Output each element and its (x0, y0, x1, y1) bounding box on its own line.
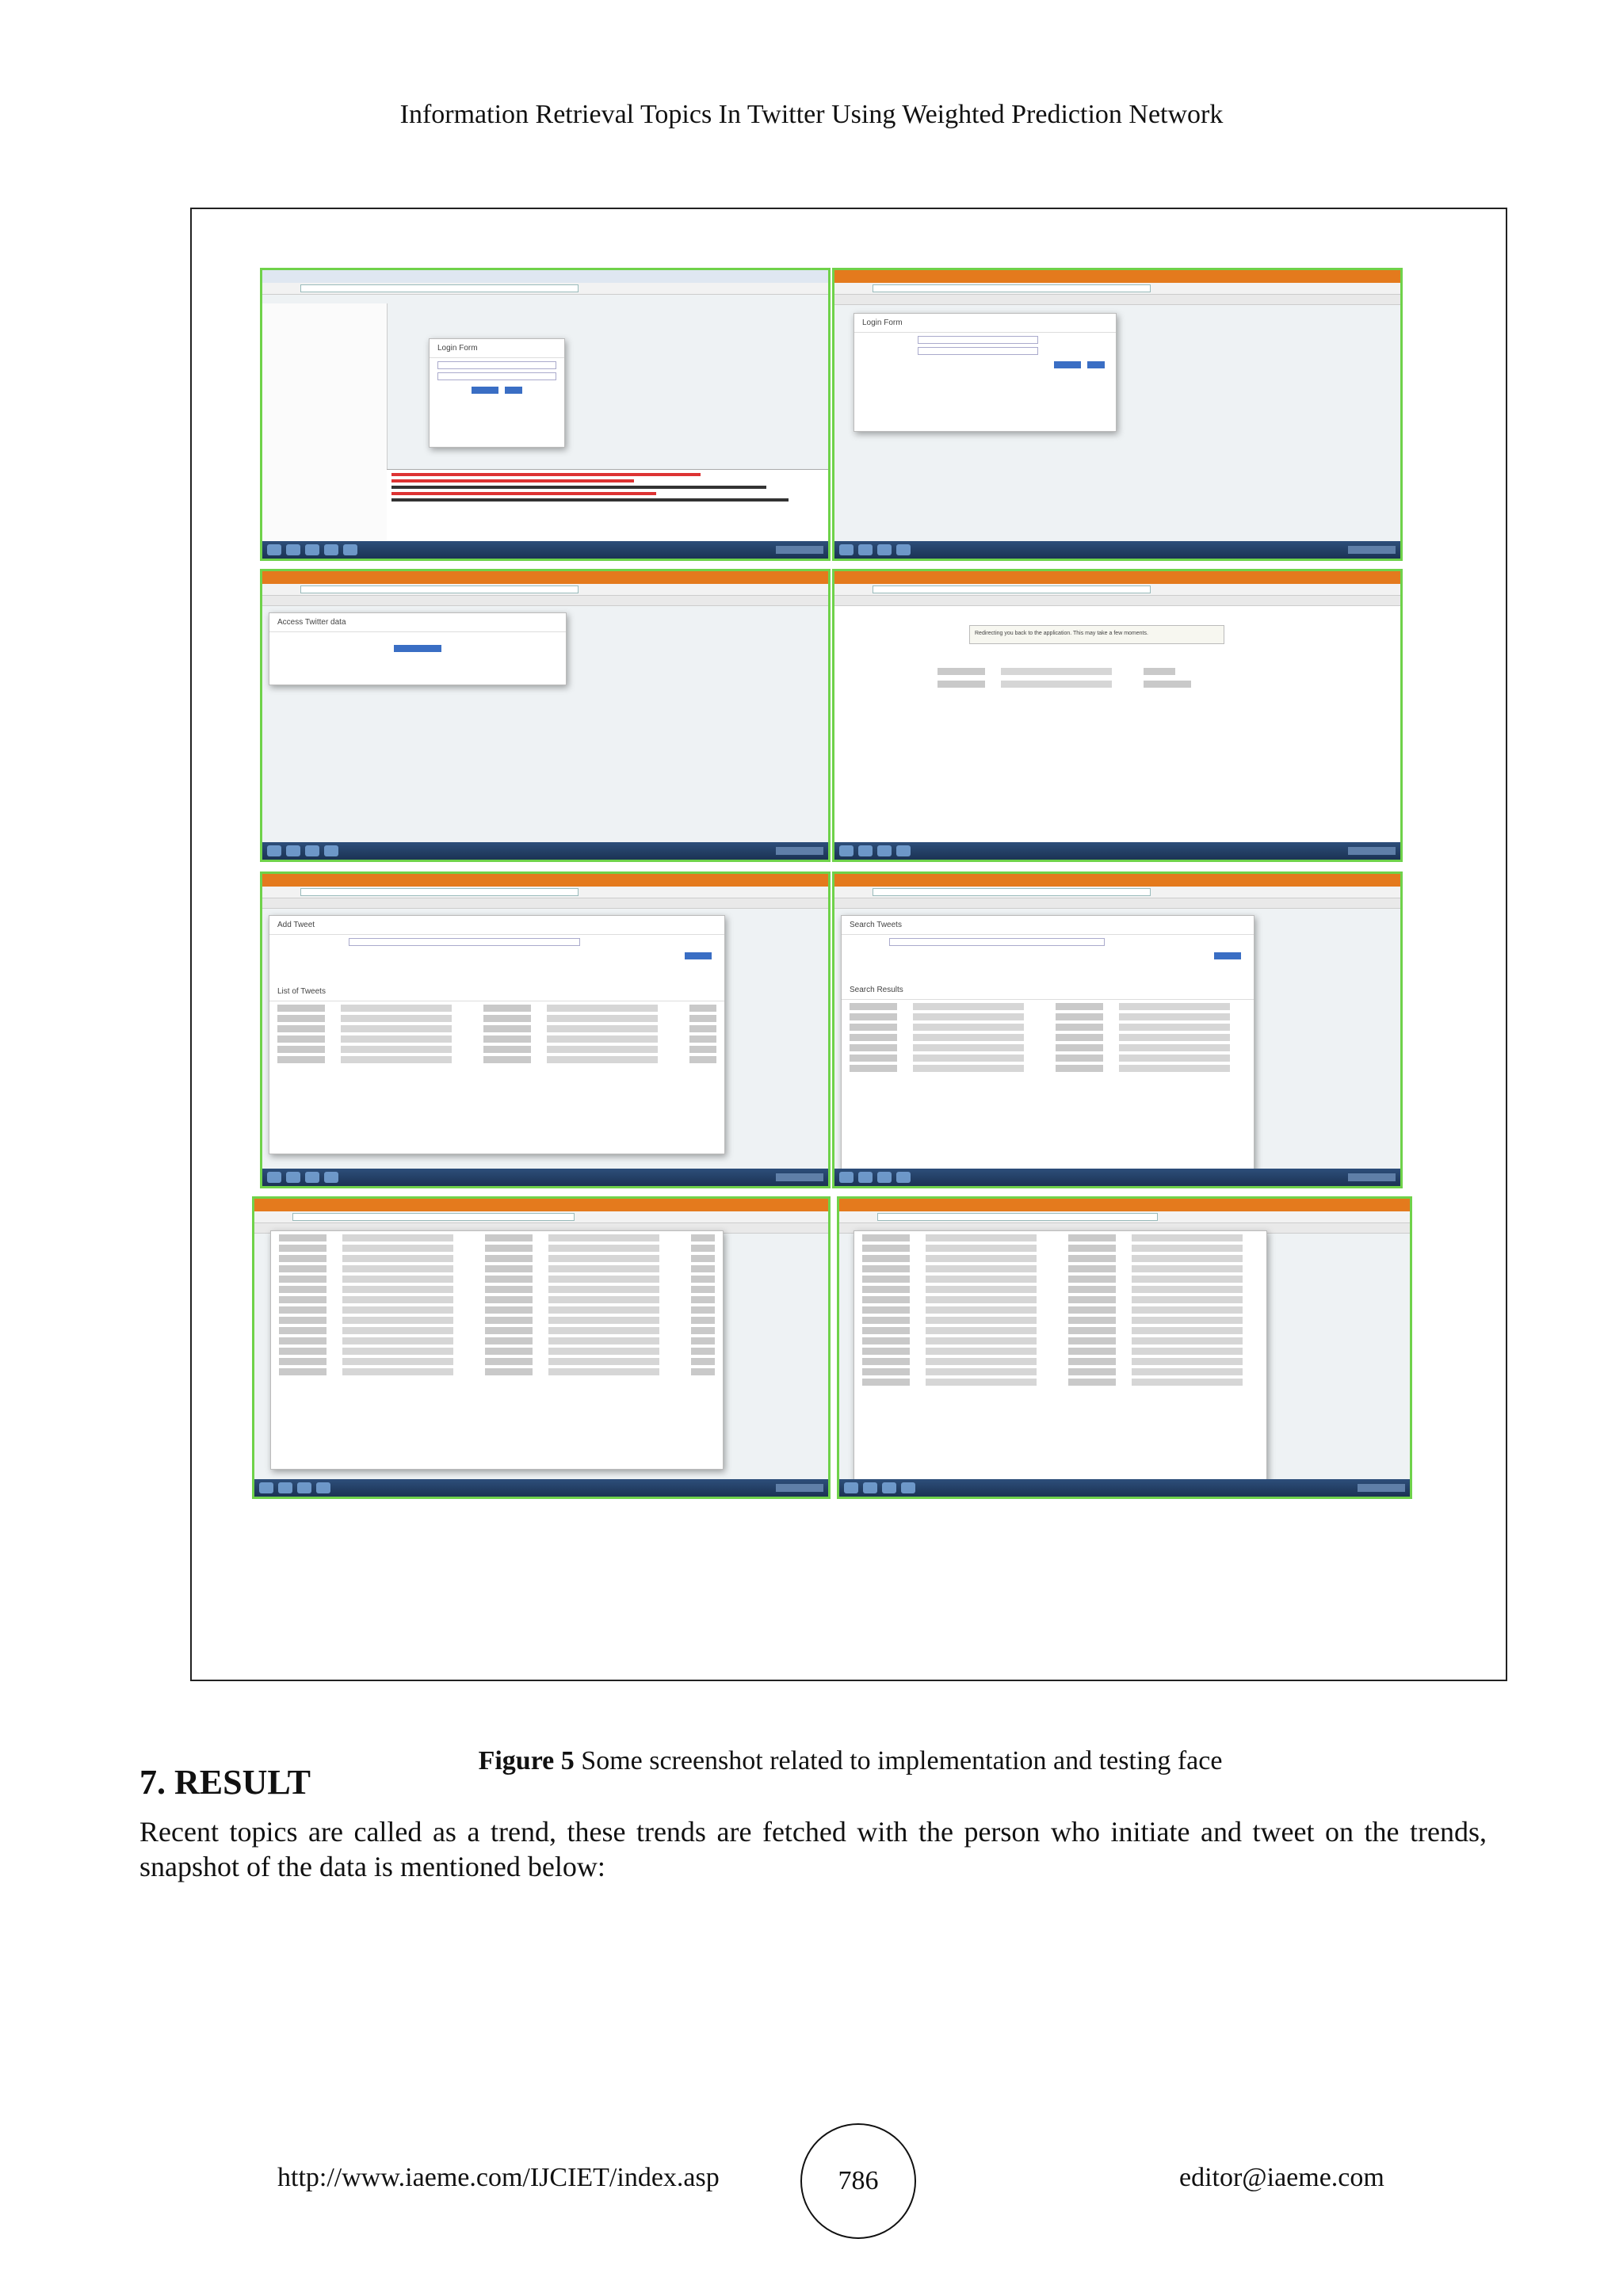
footer-email: editor@iaeme.com (1179, 2163, 1384, 2192)
access-panel-title: Access Twitter data (269, 613, 566, 632)
figure-caption-text: Some screenshot related to implementation and testing face (574, 1746, 1223, 1775)
figure-caption (192, 1746, 1509, 1776)
screenshot-results-1 (252, 1196, 831, 1499)
section-heading: 7. RESULT (139, 1763, 311, 1802)
page-number-text: 786 (838, 2166, 879, 2195)
login-form-panel (429, 338, 565, 448)
add-tweet-title: Add Tweet (269, 916, 724, 935)
results-panel-2 (854, 1230, 1267, 1486)
search-results-title: Search Results (842, 981, 1254, 1000)
figure-label: Figure 5 (478, 1746, 575, 1775)
results-panel-1 (270, 1230, 724, 1470)
page-number (800, 2123, 916, 2239)
login-panel (854, 313, 1117, 432)
footer-url: http://www.iaeme.com/IJCIET/index.asp (277, 2163, 720, 2192)
search-tweets-title: Search Tweets (842, 916, 1254, 935)
search-tweets-panel (841, 915, 1254, 1178)
running-header: Information Retrieval Topics In Twitter Using Weighted Prediction Network (399, 100, 1224, 129)
login-panel-title: Login Form (854, 314, 1116, 333)
list-of-tweets-title: List of Tweets (269, 982, 724, 1001)
access-panel (269, 612, 567, 685)
login-form-title: Login Form (430, 339, 564, 358)
screenshot-access-twitter (260, 569, 831, 862)
screenshot-search-tweets (832, 871, 1403, 1188)
screenshot-results-2 (837, 1196, 1412, 1499)
screenshot-add-tweet (260, 871, 831, 1188)
body-paragraph: Recent topics are called as a trend, these trends are fetched with the person who initiate and tweet on the trends, snapshot of the data is mentioned below: (139, 1816, 1487, 1882)
screenshot-authorize (832, 569, 1403, 862)
screenshot-eclipse (260, 268, 831, 561)
screenshot-login (832, 268, 1403, 561)
add-tweet-panel (269, 915, 725, 1154)
figure-5 (190, 208, 1507, 1775)
redirect-notice-text: Redirecting you back to the application. This may take a few moments. (975, 631, 1148, 636)
redirect-notice (969, 625, 1224, 644)
